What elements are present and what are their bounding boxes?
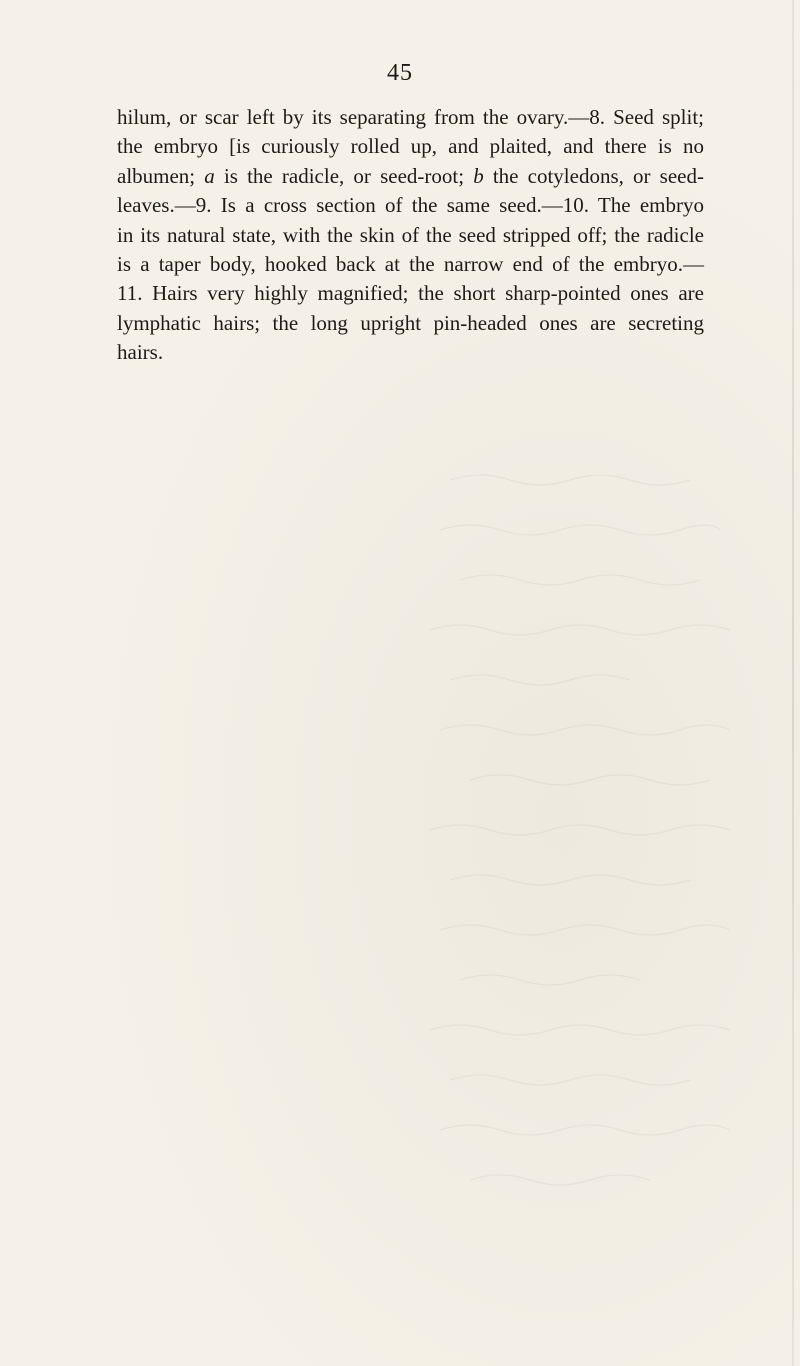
text-line: leaves.—9. Is a cross section of the same seed.—10. The embryo <box>117 193 704 218</box>
show-through-handwriting <box>430 460 790 1220</box>
figure-label-b: b <box>473 163 484 188</box>
text-line: is a taper body, hooked back at the narrow end of the embryo.— <box>117 252 704 277</box>
text-line: in its natural state, with the skin of the seed stripped off; the radicle <box>117 222 704 247</box>
text-line: hilum, or scar left by its separating from the ovary.—8. Seed split; <box>117 105 704 129</box>
caption-paragraph <box>117 103 704 368</box>
page-edge <box>792 0 794 1366</box>
text-line: albumen; a is the radicle, or seed-root; b the cotyledons, or seed- <box>117 163 704 188</box>
page-number: 45 <box>387 60 413 86</box>
text-line: the embryo [is curiously rolled up, and plaited, and there is no <box>117 134 704 159</box>
text-line: 11. Hairs very highly magnified; the short sharp-pointed ones are <box>117 281 704 306</box>
text-line: hairs. <box>117 340 164 365</box>
figure-label-a: a <box>204 163 215 188</box>
text-line: lymphatic hairs; the long upright pin-headed ones are secreting <box>117 310 704 335</box>
